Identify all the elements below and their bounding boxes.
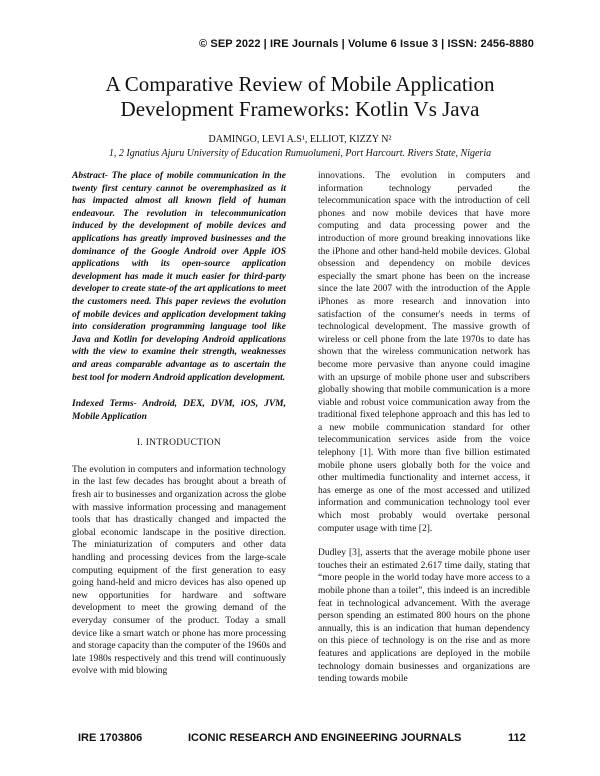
title-line-2: Development Frameworks: Kotlin Vs Java: [120, 97, 480, 121]
author-list: DAMINGO, LEVI A.S¹, ELLIOT, KIZZY N²: [208, 134, 392, 145]
footer-paper-code: IRE 1703806: [78, 732, 143, 744]
footer-page-number: 112: [508, 732, 526, 744]
author-affiliation: 1, 2 Ignatius Ajuru University of Education Rumuolumeni, Port Harcourt. Rivers State, Nigeria: [108, 148, 492, 159]
section-heading-introduction: I. INTRODUCTION: [136, 438, 222, 449]
right-column: [318, 170, 530, 698]
footer-journal-name: ICONIC RESEARCH AND ENGINEERING JOURNALS: [188, 732, 462, 744]
left-column: [72, 170, 286, 690]
abstract: Abstract- The place of mobile communication in the twenty first century cannot be overemphasized as it has impacted almost all known field of human endeavour. The revolution in telecommunication induced by the development of mobile devices and applications has greatly improved businesses and the dominance of the Google Android over Apple iOS applications with its open-source application development has made it much easier for third-party developer to create state-of the art applications to meet the customers need. This paper reviews the evolution of mobile devices and application development taking into consideration programming language tool like Java and Kotlin for developing Android applications with the view to examine their strength, weaknesses and areas comparable advantage as to ascertain the best tool for modern Android application development.: [72, 171, 286, 383]
intro-paragraph: The evolution in computers and information technology in the last few decades has brought about a breath of fresh air to businesses and organization across the globe with massive information processing and management tools that has drastically changed and impacted the global economic landscape in the positive direction. The miniaturization of computers and other data handling and processing devices from the large-scale computing equipment of the first generation to easy going hand-held and micro devices has also opened up new opportunities for hardware and software development to meet the growing demand of the everyday consumer of the product. Today a small device like a smart watch or phone has more processing and storage capacity than the computer of the 1960s and late 1980s respectively and this trend will continuously evolve with mid blowing: [72, 464, 286, 677]
body-paragraph-2: Dudley [3], asserts that the average mobile phone user touches their an estimated 2.617 time daily, stating that “more people in the world today have more access to a mobile phone than a toilet”, this indeed is an incredible feat in technological advancement. With the average person spending an estimated 800 hours on the phone annually, this is an indication that human dependency on this piece of technology is on the rise and as more features and applications are deployed in the mobile technology domain businesses and organizations are tending towards mobile: [318, 548, 530, 685]
journal-header: © SEP 2022 | IRE Journals | Volume 6 Issue 3 | ISSN: 2456-8880: [199, 38, 534, 50]
title-line-1: A Comparative Review of Mobile Application: [105, 72, 495, 96]
body-paragraph-1: innovations. The evolution in computers and information technology pervaded the telecommunication space with the introduction of cell phones and now mobile devices that have more computing and data processing power and the introduction of more ground breaking innovations like the iPhone and other hand-held mobile devices. Global obsession and dependency on mobile devices especially the smart phone has been on the increase since the late 2007 with the introduction of the Apple iPhones as more research and innovation into satisfaction of the consumer's needs in terms of technological development. The massive growth of wireless or cell phone from the late 1970s to date has shown that the wireless communication network has become more pervasive than anyone could imagine with an upsurge of mobile phone user and subscribers globally showing that mobile communication is a more viable and robust voice communication away from the traditional fixed telephone approach and this has led to a new mobile communication standard for other telecommunication services aside from the voice telephony [1]. With more than five billion estimated mobile phone users globally both for the voice and other multimedia functionality and internet access, it has emerge as one of the most accessed and utilized information and communication technology tool ever which most probably would overtake personal computer usage with time [2].: [318, 171, 530, 534]
paper-title: [0, 72, 600, 122]
index-terms: Indexed Terms- Android, DEX, DVM, iOS, JVM, Mobile Application: [72, 399, 286, 422]
